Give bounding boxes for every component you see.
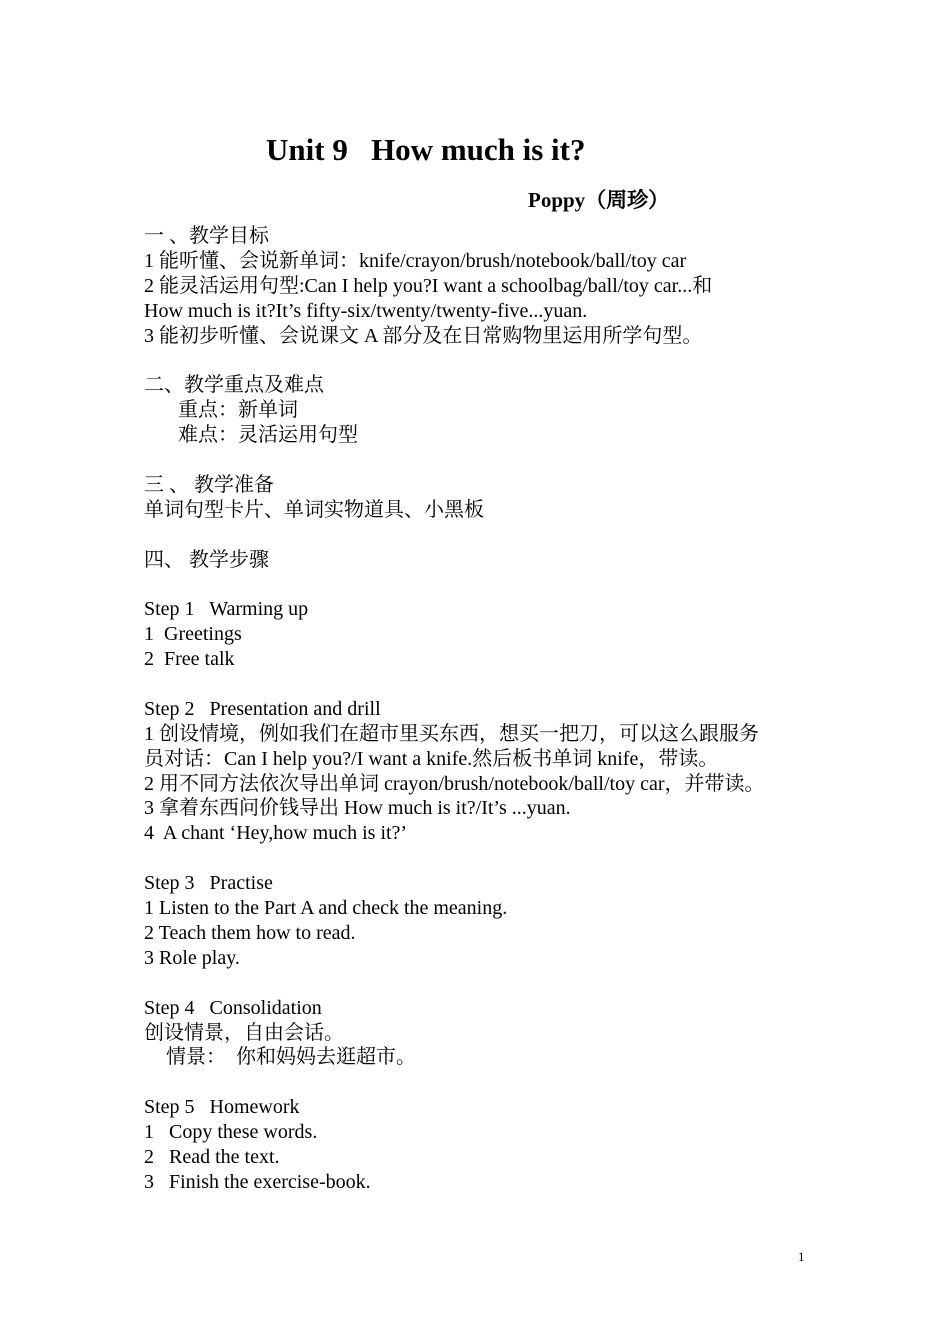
key-point-item: 重点：新单词 [178, 399, 298, 422]
blank-line [144, 1070, 834, 1095]
step-item: 2 Teach them how to read. [144, 921, 356, 944]
step-heading: Step 2 Presentation and drill [144, 697, 381, 720]
document-body [144, 224, 834, 1195]
step-item: 3 Role play. [144, 946, 240, 969]
step-item: 2 Free talk [144, 648, 235, 671]
document-author: Poppy（周珍） [528, 188, 670, 212]
step-item: 1 创设情境，例如我们在超市里买东西，想买一把刀，可以这么跟服务 [144, 722, 759, 745]
page-number: 1 [798, 1249, 805, 1264]
document-title: Unit 9 How much is it? [266, 132, 586, 167]
blank-line [144, 348, 834, 373]
objective-item-continuation: How much is it?It’s fifty-six/twenty/twenty-five...yuan. [144, 299, 588, 322]
step-item: 1 Greetings [144, 623, 242, 646]
objective-item: 1 能听懂、会说新单词：knife/crayon/brush/notebook/ball/toy car [144, 249, 687, 272]
step-heading: Step 5 Homework [144, 1096, 300, 1119]
difficult-point-item: 难点：灵活运用句型 [178, 424, 358, 447]
section-heading-objectives: 一 、教学目标 [144, 225, 269, 247]
blank-line [144, 523, 834, 548]
step-heading: Step 1 Warming up [144, 598, 309, 621]
blank-line [144, 572, 834, 597]
step-item: 2 用不同方法依次导出单词 crayon/brush/notebook/ball/toy car，并带读。 [144, 772, 765, 795]
blank-line [144, 846, 834, 871]
objective-item: 2 能灵活运用句型:Can I help you?I want a schoolbag/ball/toy car...和 [144, 274, 713, 297]
blank-line [144, 448, 834, 473]
step-heading: Step 3 Practise [144, 872, 273, 895]
objective-item: 3 能初步听懂、会说课文 A 部分及在日常购物里运用所学句型。 [144, 324, 703, 347]
step-item-scenario: 情景： 你和妈妈去逛超市。 [166, 1046, 416, 1069]
preparation-item: 单词句型卡片、单词实物道具、小黑板 [144, 498, 484, 521]
step-item: 4 A chant ‘Hey,how much is it?’ [144, 822, 408, 845]
section-heading-key-points: 二、教学重点及难点 [144, 374, 324, 397]
step-item: 创设情景，自由会话。 [144, 1021, 344, 1044]
homework-item: 3 Finish the exercise-book. [144, 1170, 371, 1193]
homework-item: 1 Copy these words. [144, 1121, 318, 1144]
step-item: 3 拿着东西问价钱导出 How much is it?/It’s ...yuan. [144, 797, 571, 820]
section-heading-steps: 四、 教学步骤 [144, 548, 269, 571]
blank-line [144, 672, 834, 697]
step-item-continuation: 员对话：Can I help you?/I want a knife.然后板书单词 knife，带读。 [144, 747, 719, 770]
blank-line [144, 971, 834, 996]
step-item: 1 Listen to the Part A and check the meaning. [144, 897, 508, 920]
homework-item: 2 Read the text. [144, 1145, 280, 1168]
step-heading: Step 4 Consolidation [144, 996, 322, 1019]
section-heading-preparation: 三 、 教学准备 [144, 473, 274, 496]
